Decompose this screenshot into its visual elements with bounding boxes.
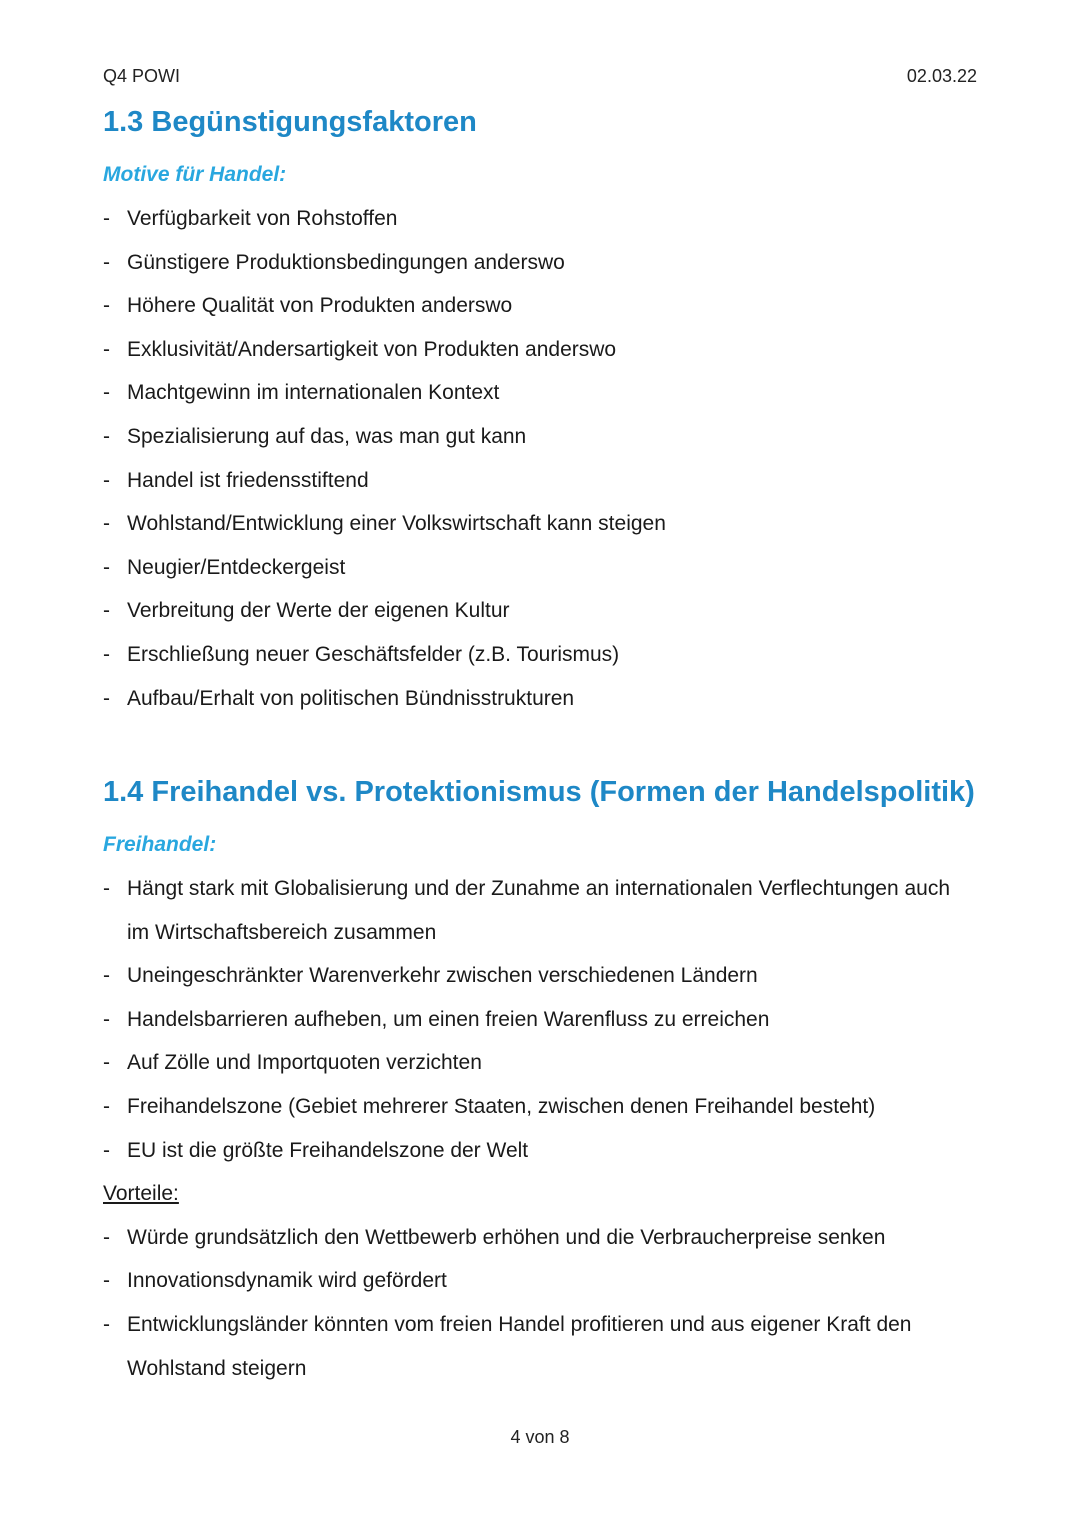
list-item: - Verbreitung der Werte der eigenen Kultur xyxy=(103,599,510,623)
motives-list xyxy=(103,197,983,720)
list-item: - Handel ist friedensstiftend xyxy=(103,468,369,492)
section-subheading: Freihandel: xyxy=(103,833,217,856)
section-subheading: Motive für Handel: xyxy=(103,163,287,186)
list-item: - Verfügbarkeit von Rohstoffen xyxy=(103,207,398,230)
page-number: 4 von 8 xyxy=(510,1427,570,1447)
list-item: - Innovationsdynamik wird gefördert xyxy=(103,1269,447,1293)
advantages-list xyxy=(103,1216,983,1390)
section-1-3 xyxy=(103,102,983,720)
list-item: - Würde grundsätzlich den Wettbewerb erhöhen und die Verbraucherpreise senken xyxy=(103,1225,886,1249)
list-item: - Wohlstand/Entwicklung einer Volkswirtschaft kann steigen xyxy=(103,512,666,536)
list-item: - Uneingeschränkter Warenverkehr zwischen verschiedenen Ländern xyxy=(103,964,758,988)
list-item: - Erschließung neuer Geschäftsfelder (z.B. Tourismus) xyxy=(103,642,620,666)
list-item: - Exklusivität/Andersartigkeit von Produkten anderswo xyxy=(103,337,617,361)
list-item: - Günstigere Produktionsbedingungen anderswo xyxy=(103,250,565,274)
list-item: - Freihandelszone (Gebiet mehrerer Staaten, zwischen denen Freihandel besteht) xyxy=(103,1094,876,1118)
list-item: - Hängt stark mit Globalisierung und der Zunahme an internationalen Verflechtungen auch im Wirtschaftsbereich zusammen xyxy=(103,877,951,944)
freihandel-list xyxy=(103,867,983,1172)
list-item: - EU ist die größte Freihandelszone der Welt xyxy=(103,1138,529,1162)
section-title: 1.3 Begünstigungsfaktoren xyxy=(103,106,477,138)
section-1-4 xyxy=(103,772,983,1390)
list-item: - Höhere Qualität von Produkten anderswo xyxy=(103,294,513,318)
list-item: - Auf Zölle und Importquoten verzichten xyxy=(103,1051,482,1075)
section-title: 1.4 Freihandel vs. Protektionismus (Formen der Handelspolitik) xyxy=(103,776,975,808)
advantages-label: Vorteile: xyxy=(103,1182,179,1206)
list-item: - Spezialisierung auf das, was man gut kann xyxy=(103,424,527,448)
date-label: 02.03.22 xyxy=(906,66,977,86)
course-label: Q4 POWI xyxy=(103,66,181,86)
list-item: - Aufbau/Erhalt von politischen Bündnisstrukturen xyxy=(103,686,575,710)
list-item: - Machtgewinn im internationalen Kontext xyxy=(103,381,500,405)
list-item: - Handelsbarrieren aufheben, um einen freien Warenfluss zu erreichen xyxy=(103,1007,770,1031)
list-item: - Neugier/Entdeckergeist xyxy=(103,555,346,579)
list-item: - Entwicklungsländer könnten vom freien Handel profitieren und aus eigener Kraft den Wohlstand steigern xyxy=(103,1312,912,1380)
